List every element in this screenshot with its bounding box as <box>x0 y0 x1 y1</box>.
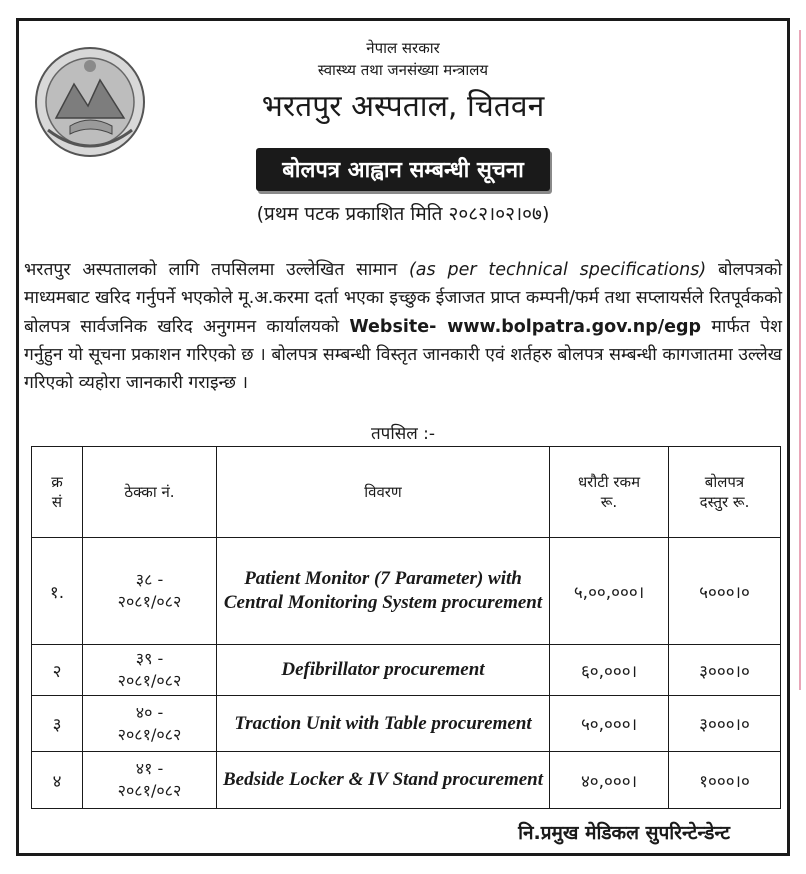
column-header-description: विवरण <box>217 447 550 538</box>
deposit-cell: ५,००,०००। <box>550 538 669 645</box>
fee-cell: ३०००।० <box>669 696 781 752</box>
contract-no-line1: ४१ - <box>135 759 164 778</box>
contract-no-line1: ३८ - <box>135 570 164 589</box>
contract-no-cell <box>83 752 217 809</box>
serial-cell: १. <box>32 538 83 645</box>
deposit-cell: ५०,०००। <box>550 696 669 752</box>
signatory-title: नि.प्रमुख मेडिकल सुपरिन्टेन्डेन्ट <box>518 822 730 844</box>
fee-cell: ५०००।० <box>669 538 781 645</box>
column-header-serial <box>32 447 83 538</box>
column-header-deposit <box>550 447 669 538</box>
description-cell: Bedside Locker & IV Stand procurement <box>217 752 550 809</box>
hospital-name: भरतपुर अस्पताल, चितवन <box>261 89 545 124</box>
contract-no-cell <box>83 696 217 752</box>
header-fee-line1: बोलपत्र <box>704 473 745 491</box>
column-header-contract-no: ठेक्का नं. <box>83 447 217 538</box>
body-text-3: मार्फत पेश गर्नुहुन यो सूचना प्रकाशन गरिएको छ । बोलपत्र सम्बन्धी विस्तृत जानकारी एवं शर्तहरु बोलपत्र सम्बन्धी कागजातमा उल्लेख गरिएको व्यहोरा जानकारी गराइन्छ । <box>24 316 782 394</box>
table-row <box>32 645 781 696</box>
table-row <box>32 752 781 809</box>
description-cell: Patient Monitor (7 Parameter) with Central Monitoring System procurement <box>217 538 550 645</box>
serial-cell: ३ <box>32 696 83 752</box>
page-edge-rule <box>799 30 801 690</box>
notice-banner <box>0 148 806 191</box>
ministry-name: स्वास्थ्य तथा जनसंख्या मन्त्रालय <box>317 61 489 79</box>
notice-title: बोलपत्र आह्वान सम्बन्धी सूचना <box>256 148 550 191</box>
column-header-fee <box>669 447 781 538</box>
deposit-cell: ६०,०००। <box>550 645 669 696</box>
table-header-row <box>32 447 781 538</box>
table-row <box>32 696 781 752</box>
body-text-1: भरतपुर अस्पतालको लागि तपसिलमा उल्लेखित सामान <box>24 260 409 280</box>
website-reference: Website- www.bolpatra.gov.np/egp <box>349 316 702 337</box>
contract-no-line2: २०८१/०८२ <box>117 671 182 690</box>
description-cell: Defibrillator procurement <box>217 645 550 696</box>
contract-no-cell <box>83 538 217 645</box>
body-text-2: बोलपत्रको माध्यमबाट खरिद गर्नुपर्ने भएकोले मू.अ.करमा दर्ता भएका इच्छुक ईजाजत प्राप्त कम्पनी/फर्म तथा सप्लायर्सले रितपूर्वकको बोलपत्र सार्वजनिक खरिद अनुगमन कार्यालयको <box>24 260 782 337</box>
contract-no-line2: २०८१/०८२ <box>117 724 182 744</box>
contract-no-cell <box>83 645 217 696</box>
publication-date: (प्रथम पटक प्रकाशित मिति २०८२।०२।०७) <box>256 203 550 225</box>
serial-cell: २ <box>32 645 83 696</box>
contract-no-line1: ४० - <box>135 702 164 722</box>
fee-cell: ३०००।० <box>669 645 781 696</box>
contract-no-line2: २०८१/०८२ <box>117 781 182 800</box>
schedule-label: तपसिल :- <box>370 424 436 444</box>
notice-body <box>24 256 782 397</box>
header-deposit-line2: रू. <box>600 493 618 511</box>
body-text-technical-spec: (as per technical specifications) <box>408 260 707 280</box>
description-cell: Traction Unit with Table procurement <box>217 696 550 752</box>
header-serial-line2: सं <box>51 493 63 511</box>
contract-no-line2: २०८१/०८२ <box>117 592 182 611</box>
deposit-cell: ४०,०००। <box>550 752 669 809</box>
table-row <box>32 538 781 645</box>
tender-schedule-table <box>31 446 781 809</box>
serial-cell: ४ <box>32 752 83 809</box>
header-deposit-line1: धरौटी रकम <box>577 473 641 491</box>
header-serial-line1: क्र <box>51 473 63 491</box>
header-fee-line2: दस्तुर रू. <box>699 493 750 511</box>
government-name: नेपाल सरकार <box>366 39 440 57</box>
fee-cell: १०००।० <box>669 752 781 809</box>
contract-no-line1: ३९ - <box>135 649 164 668</box>
